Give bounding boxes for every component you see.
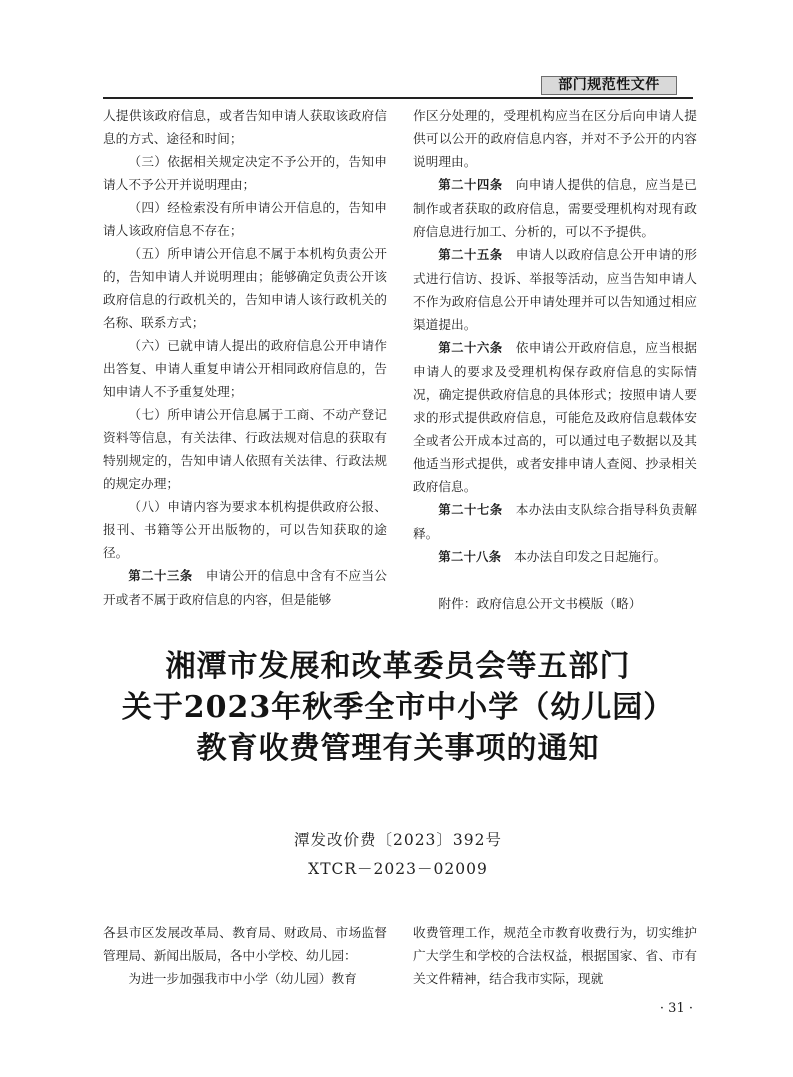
article-label: 第二十八条 [438,550,502,564]
top-right-column [413,104,697,615]
paragraph-continuation: 作区分处理的，受理机构应当在区分后向申请人提供可以公开的政府信息内容，并对不予公开的内容说明理由。 [413,108,697,169]
article-paragraph [413,545,697,569]
article-label: 第二十七条 [438,503,503,517]
article-paragraph [413,243,697,336]
paragraph: （五）所申请公开信息不属于本机构负责公开的，告知申请人并说明理由；能够确定负责公开该政府信息的行政机关的，告知申请人该行政机关的名称、联系方式； [103,246,387,330]
article-paragraph [413,336,697,498]
title-line-2: 关于2023年秋季全市中小学（幼儿园） [121,690,675,725]
document-number: 潭发改价费〔2023〕392号 [293,831,503,849]
paragraph: （七）所申请公开信息属于工商、不动产登记资料等信息，有关法律、行政法规对信息的获取有特别规定的，告知申请人依照有关法律、行政法规的规定办理； [103,407,387,491]
article-label: 第二十六条 [438,341,503,355]
article-text: 向申请人提供的信息，应当是已制作或者获取的政府信息，需要受理机构对现有政府信息进行加工、分析的，可以不予提供。 [413,177,697,239]
paragraph: （八）申请内容为要求本机构提供政府公报、报刊、书籍等公开出版物的，可以告知获取的途径。 [103,499,387,560]
article-text: 申请人以政府信息公开申请的形式进行信访、投诉、举报等活动，应当告知申请人不作为政府信息公开申请处理并可以告知通过相应渠道提出。 [413,247,697,332]
top-left-column [103,104,387,611]
document-code: XTCR－2023－02009 [308,860,488,878]
paragraph: （四）经检索没有所申请公开信息的，告知申请人该政府信息不存在； [103,200,387,238]
paragraph-continuation: 各县市区发展改革局、教育局、财政局、市场监督管理局、新闻出版局，各中小学校、幼儿园： [103,925,387,963]
article-paragraph [103,564,387,611]
article-text: 本办法由支队综合指导科负责解释。 [413,502,697,541]
bottom-right-column [413,921,697,990]
article-text: 申请公开的信息中含有不应当公开或者不属于政府信息的内容，但是能够 [103,568,387,607]
article-paragraph [413,173,697,243]
page-number: · 31 · [659,1001,693,1016]
article-paragraph [413,498,697,545]
paragraph: （六）已就申请人提出的政府信息公开申请作出答复、申请人重复申请公开相同政府信息的，告知申请人不予重复处理； [103,338,387,399]
attachment-note: 附件：政府信息公开文书模版（略） [438,596,642,611]
title-line-3: 教育收费管理有关事项的通知 [196,731,600,766]
paragraph-continuation: 收费管理工作，规范全市教育收费行为，切实维护广大学生和学校的合法权益，根据国家、省、市有关文件精神，结合我市实际，现就 [413,925,697,986]
paragraph: （三）依据相关规定决定不予公开的，告知申请人不予公开并说明理由； [103,154,387,192]
bottom-left-column [103,921,387,990]
article-text: 依申请公开政府信息，应当根据申请人的要求及受理机构保存政府信息的实际情况，确定提供政府信息的具体形式；按照申请人要求的形式提供政府信息，可能危及政府信息载体安全或者公开成本过高的，可以通过电子数据以及其他适当形式提供，或者安排申请人查阅、抄录相关政府信息。 [413,340,697,494]
article-label: 第二十五条 [438,248,503,262]
paragraph-continuation: 人提供该政府信息，或者告知申请人获取该政府信息的方式、途径和时间； [103,108,387,146]
article-label: 第二十三条 [128,569,193,583]
title-line-1: 湘潭市发展和改革委员会等五部门 [165,649,631,684]
article-label: 第二十四条 [438,178,503,192]
header-rule [103,97,693,99]
section-tag: 部门规范性文件 [541,76,677,95]
article-text: 本办法自印发之日起施行。 [501,549,667,564]
notice-title [103,646,693,769]
paragraph: 为进一步加强我市中小学（幼儿园）教育 [128,971,357,986]
